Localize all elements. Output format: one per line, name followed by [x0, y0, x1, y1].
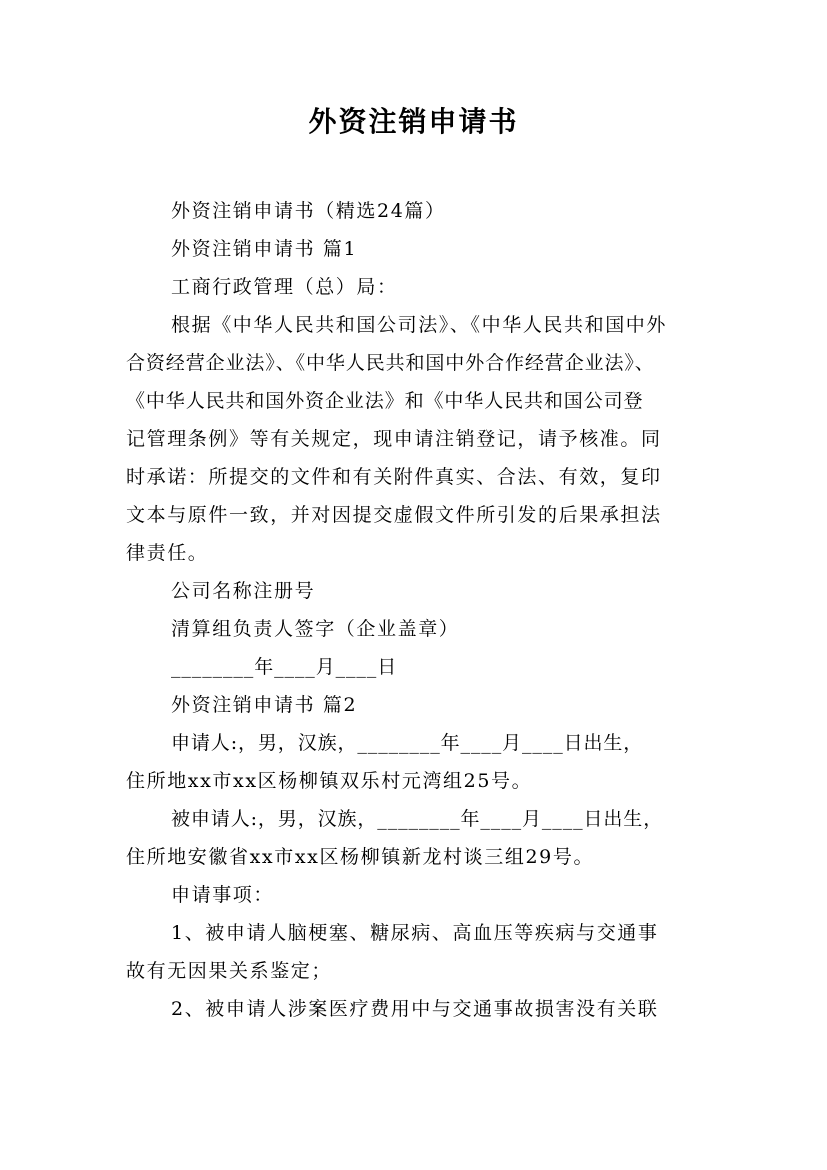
respondent-address-line: 住所地安徽省xx市xx区杨柳镇新龙村谈三组29号。	[126, 846, 595, 868]
respondent-line: 被申请人:，男，汉族，________年____月____日出生，	[171, 808, 664, 830]
paragraph-line: 记管理条例》等有关规定，现申请注销登记，请予核准。同	[126, 428, 662, 450]
section-heading-1: 外资注销申请书 篇1	[171, 238, 358, 260]
paragraph-line: 合资经营企业法》、《中华人民共和国中外合作经营企业法》、	[126, 352, 655, 374]
application-item-line: 故有无因果关系鉴定；	[126, 960, 333, 982]
applicant-address-line: 住所地xx市xx区杨柳镇双乐村元湾组25号。	[126, 770, 533, 792]
paragraph-line: 律责任。	[126, 542, 209, 564]
addressee-line: 工商行政管理（总）局：	[171, 276, 398, 298]
signature-line: 清算组负责人签字（企业盖章）	[171, 618, 460, 640]
paragraph-line: 根据《中华人民共和国公司法》、《中华人民共和国中外	[171, 314, 668, 336]
company-name-line: 公司名称注册号	[171, 580, 316, 602]
application-item-line: 1、被申请人脑梗塞、糖尿病、高血压等疾病与交通事	[171, 922, 659, 944]
applicant-line: 申请人:，男，汉族，________年____月____日出生，	[171, 732, 644, 754]
document-title: 外资注销申请书	[308, 105, 519, 138]
subtitle-line: 外资注销申请书（精选24篇）	[171, 200, 446, 222]
application-items-heading: 申请事项：	[171, 884, 275, 906]
document-body	[126, 192, 716, 1028]
date-line: ________年____月____日	[171, 656, 398, 678]
application-item-line: 2、被申请人涉案医疗费用中与交通事故损害没有关联	[171, 998, 659, 1020]
section-heading-2: 外资注销申请书 篇2	[171, 694, 358, 716]
paragraph-line: 文本与原件一致，并对因提交虚假文件所引发的后果承担法	[126, 504, 662, 526]
paragraph-line: 《中华人民共和国外资企业法》和《中华人民共和国公司登	[126, 390, 644, 412]
paragraph-line: 时承诺：所提交的文件和有关附件真实、合法、有效，复印	[126, 466, 662, 488]
